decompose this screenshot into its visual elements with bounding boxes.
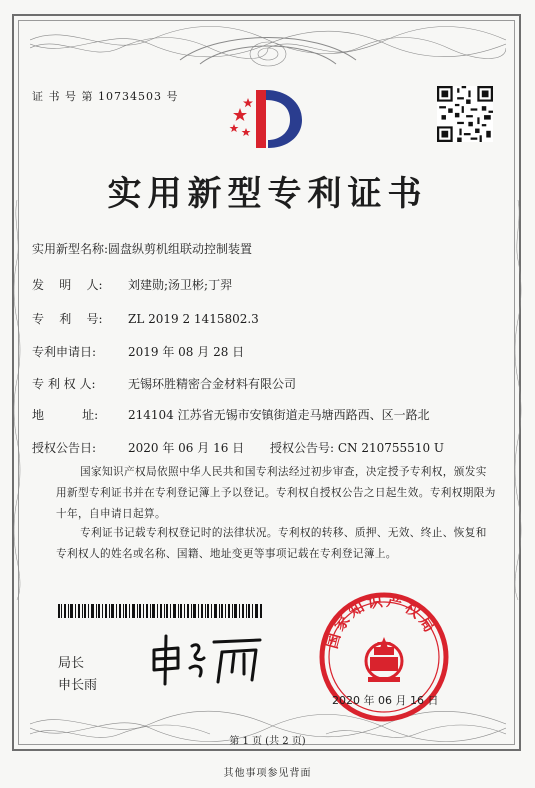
barcode-icon bbox=[58, 604, 262, 618]
field-patent-number bbox=[32, 310, 259, 327]
director-name: 申长雨 bbox=[58, 678, 98, 693]
footer-note: 其他事项参见背面 bbox=[223, 768, 312, 779]
field-value: 214104 江苏省无锡市安镇街道走马塘西路西、区一路北 bbox=[128, 408, 430, 422]
field-grant-date bbox=[32, 439, 244, 456]
certificate-number-label: 证 书 号 第 bbox=[32, 90, 94, 103]
body-paragraph-2: 专利证书记载专利权登记时的法律状况。专利权的转移、质押、无效、终止、恢复和专利权人的姓名或名称、国籍、地址变更等事项记载在专利登记簿上。 bbox=[56, 527, 487, 560]
field-value: ZL 2019 2 1415802.3 bbox=[128, 312, 259, 326]
field-label: 授权公告号: bbox=[270, 441, 335, 455]
left-ornament bbox=[13, 200, 21, 600]
field-label: 专 利 号: bbox=[32, 312, 103, 326]
qr-code-icon bbox=[437, 86, 493, 142]
field-address bbox=[32, 406, 430, 423]
field-grant-number bbox=[270, 439, 444, 456]
body-paragraph-1: 国家知识产权局依照中华人民共和国专利法经过初步审查，决定授予专利权，颁发实用新型专利证书并在专利登记簿上予以登记。专利权自授权公告之日起生效。专利权期限为十年，自申请日起算。 bbox=[56, 466, 496, 520]
director-title: 局长 bbox=[58, 656, 85, 671]
seal-text: 国家知识产权局 bbox=[322, 591, 441, 651]
seal-date: 2020 年 06 月 16 日 bbox=[332, 694, 439, 707]
handwritten-signature-icon bbox=[148, 632, 268, 688]
top-ornament bbox=[30, 20, 506, 76]
field-label: 发 明 人: bbox=[32, 278, 103, 292]
field-value: 圆盘纵剪机组联动控制装置 bbox=[108, 242, 253, 256]
field-patentee bbox=[32, 375, 296, 392]
field-label: 专 利 权 人: bbox=[32, 377, 96, 391]
field-value: 刘建勋;汤卫彬;丁羿 bbox=[128, 278, 233, 292]
field-label: 地 址: bbox=[32, 408, 99, 422]
page-number: 第 1 页 (共 2 页) bbox=[229, 736, 306, 747]
certificate-number bbox=[32, 88, 179, 104]
field-utility-model-name bbox=[32, 240, 252, 257]
certificate-number-value: 10734503 bbox=[98, 90, 162, 103]
page-title: 实用新型专利证书 bbox=[107, 174, 428, 214]
certificate-number-suffix: 号 bbox=[166, 90, 179, 103]
field-label: 实用新型名称: bbox=[32, 242, 109, 256]
field-label: 授权公告日: bbox=[32, 441, 97, 455]
field-value: CN 210755510 U bbox=[337, 441, 445, 455]
cnipa-logo-icon bbox=[226, 84, 308, 154]
right-ornament bbox=[514, 200, 522, 600]
field-label: 专利申请日: bbox=[32, 345, 97, 359]
field-value: 2020 年 06 月 16 日 bbox=[128, 441, 245, 455]
field-application-date bbox=[32, 343, 244, 360]
field-value: 无锡环胜精密合金材料有限公司 bbox=[128, 377, 297, 391]
field-value: 2019 年 08 月 28 日 bbox=[128, 345, 245, 359]
field-inventor bbox=[32, 276, 232, 293]
